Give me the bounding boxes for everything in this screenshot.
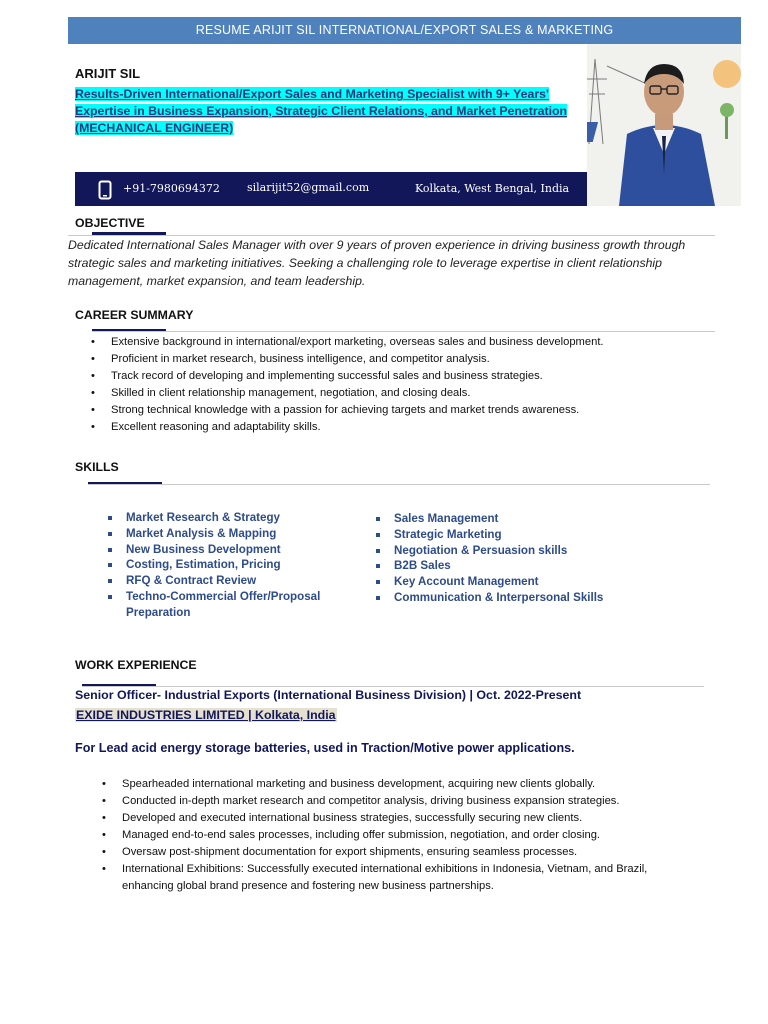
skill-item: Key Account Management [374, 574, 634, 590]
list-item: • International Exhibitions: Successfully executed international exhibitions in Indonesia, Vietnam, and Brazil, enhancing global brand presence and fostering new business partnerships. [100, 861, 700, 895]
skill-item: Costing, Estimation, Pricing [106, 557, 326, 573]
skills-rule [88, 484, 710, 485]
work-experience-title: WORK EXPERIENCE [75, 658, 197, 672]
skill-item: RFQ & Contract Review [106, 573, 326, 589]
objective-title: OBJECTIVE [75, 216, 145, 230]
work-responsibilities-list [100, 776, 700, 895]
list-item: • Proficient in market research, business intelligence, and competitor analysis. [89, 351, 719, 368]
headline-line-2: Expertise in Business Expansion, Strategic Client Relations, and Market Penetration [75, 104, 568, 118]
work-experience-rule [82, 686, 704, 687]
list-item: • Track record of developing and implementing successful sales and business strategies. [89, 368, 719, 385]
skills-right-column [374, 511, 634, 606]
list-item: • Excellent reasoning and adaptability skills. [89, 419, 719, 436]
career-summary-title: CAREER SUMMARY [75, 308, 194, 322]
career-summary-list [89, 334, 719, 436]
list-item: • Skilled in client relationship management, negotiation, and closing deals. [89, 385, 719, 402]
headline [75, 86, 587, 137]
skill-item: New Business Development [106, 542, 326, 558]
location: Kolkata, West Bengal, India [415, 182, 570, 195]
contact-bar [75, 172, 587, 206]
list-item: • Conducted in-depth market research and competitor analysis, driving business expansion strategies. [100, 793, 700, 810]
job-title: Senior Officer- Industrial Exports (International Business Division) | Oct. 2022-Present [75, 688, 582, 702]
list-item: • Oversaw post-shipment documentation for export shipments, ensuring seamless processes. [100, 844, 700, 861]
email-address: silarijit52@gmail.com [247, 181, 370, 194]
objective-text: Dedicated International Sales Manager with over 9 years of proven experience in driving business growth through strategic sales and marketing initiatives. Seeking a challenging role to leverage expertise in client relationship management, market expansion, and team leadership. [68, 238, 686, 288]
profile-photo-illustration [587, 44, 741, 206]
product-line: For Lead acid energy storage batteries, used in Traction/Motive power applications. [75, 741, 575, 755]
list-item: • Extensive background in international/export marketing, overseas sales and business development. [89, 334, 719, 351]
skill-item: B2B Sales [374, 558, 634, 574]
list-item: • Managed end-to-end sales processes, including offer submission, negotiation, and order closing. [100, 827, 700, 844]
career-summary-rule [92, 331, 715, 332]
skill-item: Negotiation & Persuasion skills [374, 543, 634, 559]
skill-item: Strategic Marketing [374, 527, 634, 543]
skill-item: Market Analysis & Mapping [106, 526, 326, 542]
headline-line-1: Results-Driven International/Export Sales and Marketing Specialist with 9+ Years' [75, 87, 549, 101]
company-name: EXIDE INDUSTRIES LIMITED | Kolkata, India [76, 708, 336, 722]
list-item: • Strong technical knowledge with a passion for achieving targets and market trends awareness. [89, 402, 719, 419]
headline-degree: (MECHANICAL ENGINEER) [75, 121, 234, 135]
profile-photo [587, 44, 741, 206]
skills-title: SKILLS [75, 460, 119, 474]
skill-item: Techno-Commercial Offer/Proposal Preparation [106, 589, 326, 621]
skill-item: Market Research & Strategy [106, 510, 326, 526]
list-item: • Spearheaded international marketing and business development, acquiring new clients globally. [100, 776, 700, 793]
skill-item: Communication & Interpersonal Skills [374, 590, 634, 606]
resume-banner: RESUME ARIJIT SIL INTERNATIONAL/EXPORT SALES & MARKETING [68, 17, 741, 44]
skills-left-column [106, 510, 326, 621]
phone-icon [98, 180, 112, 203]
skill-item: Sales Management [374, 511, 634, 527]
list-item: • Developed and executed international business strategies, successfully securing new clients. [100, 810, 700, 827]
candidate-name: ARIJIT SIL [75, 66, 141, 81]
phone-number: +91-7980694372 [123, 182, 220, 195]
